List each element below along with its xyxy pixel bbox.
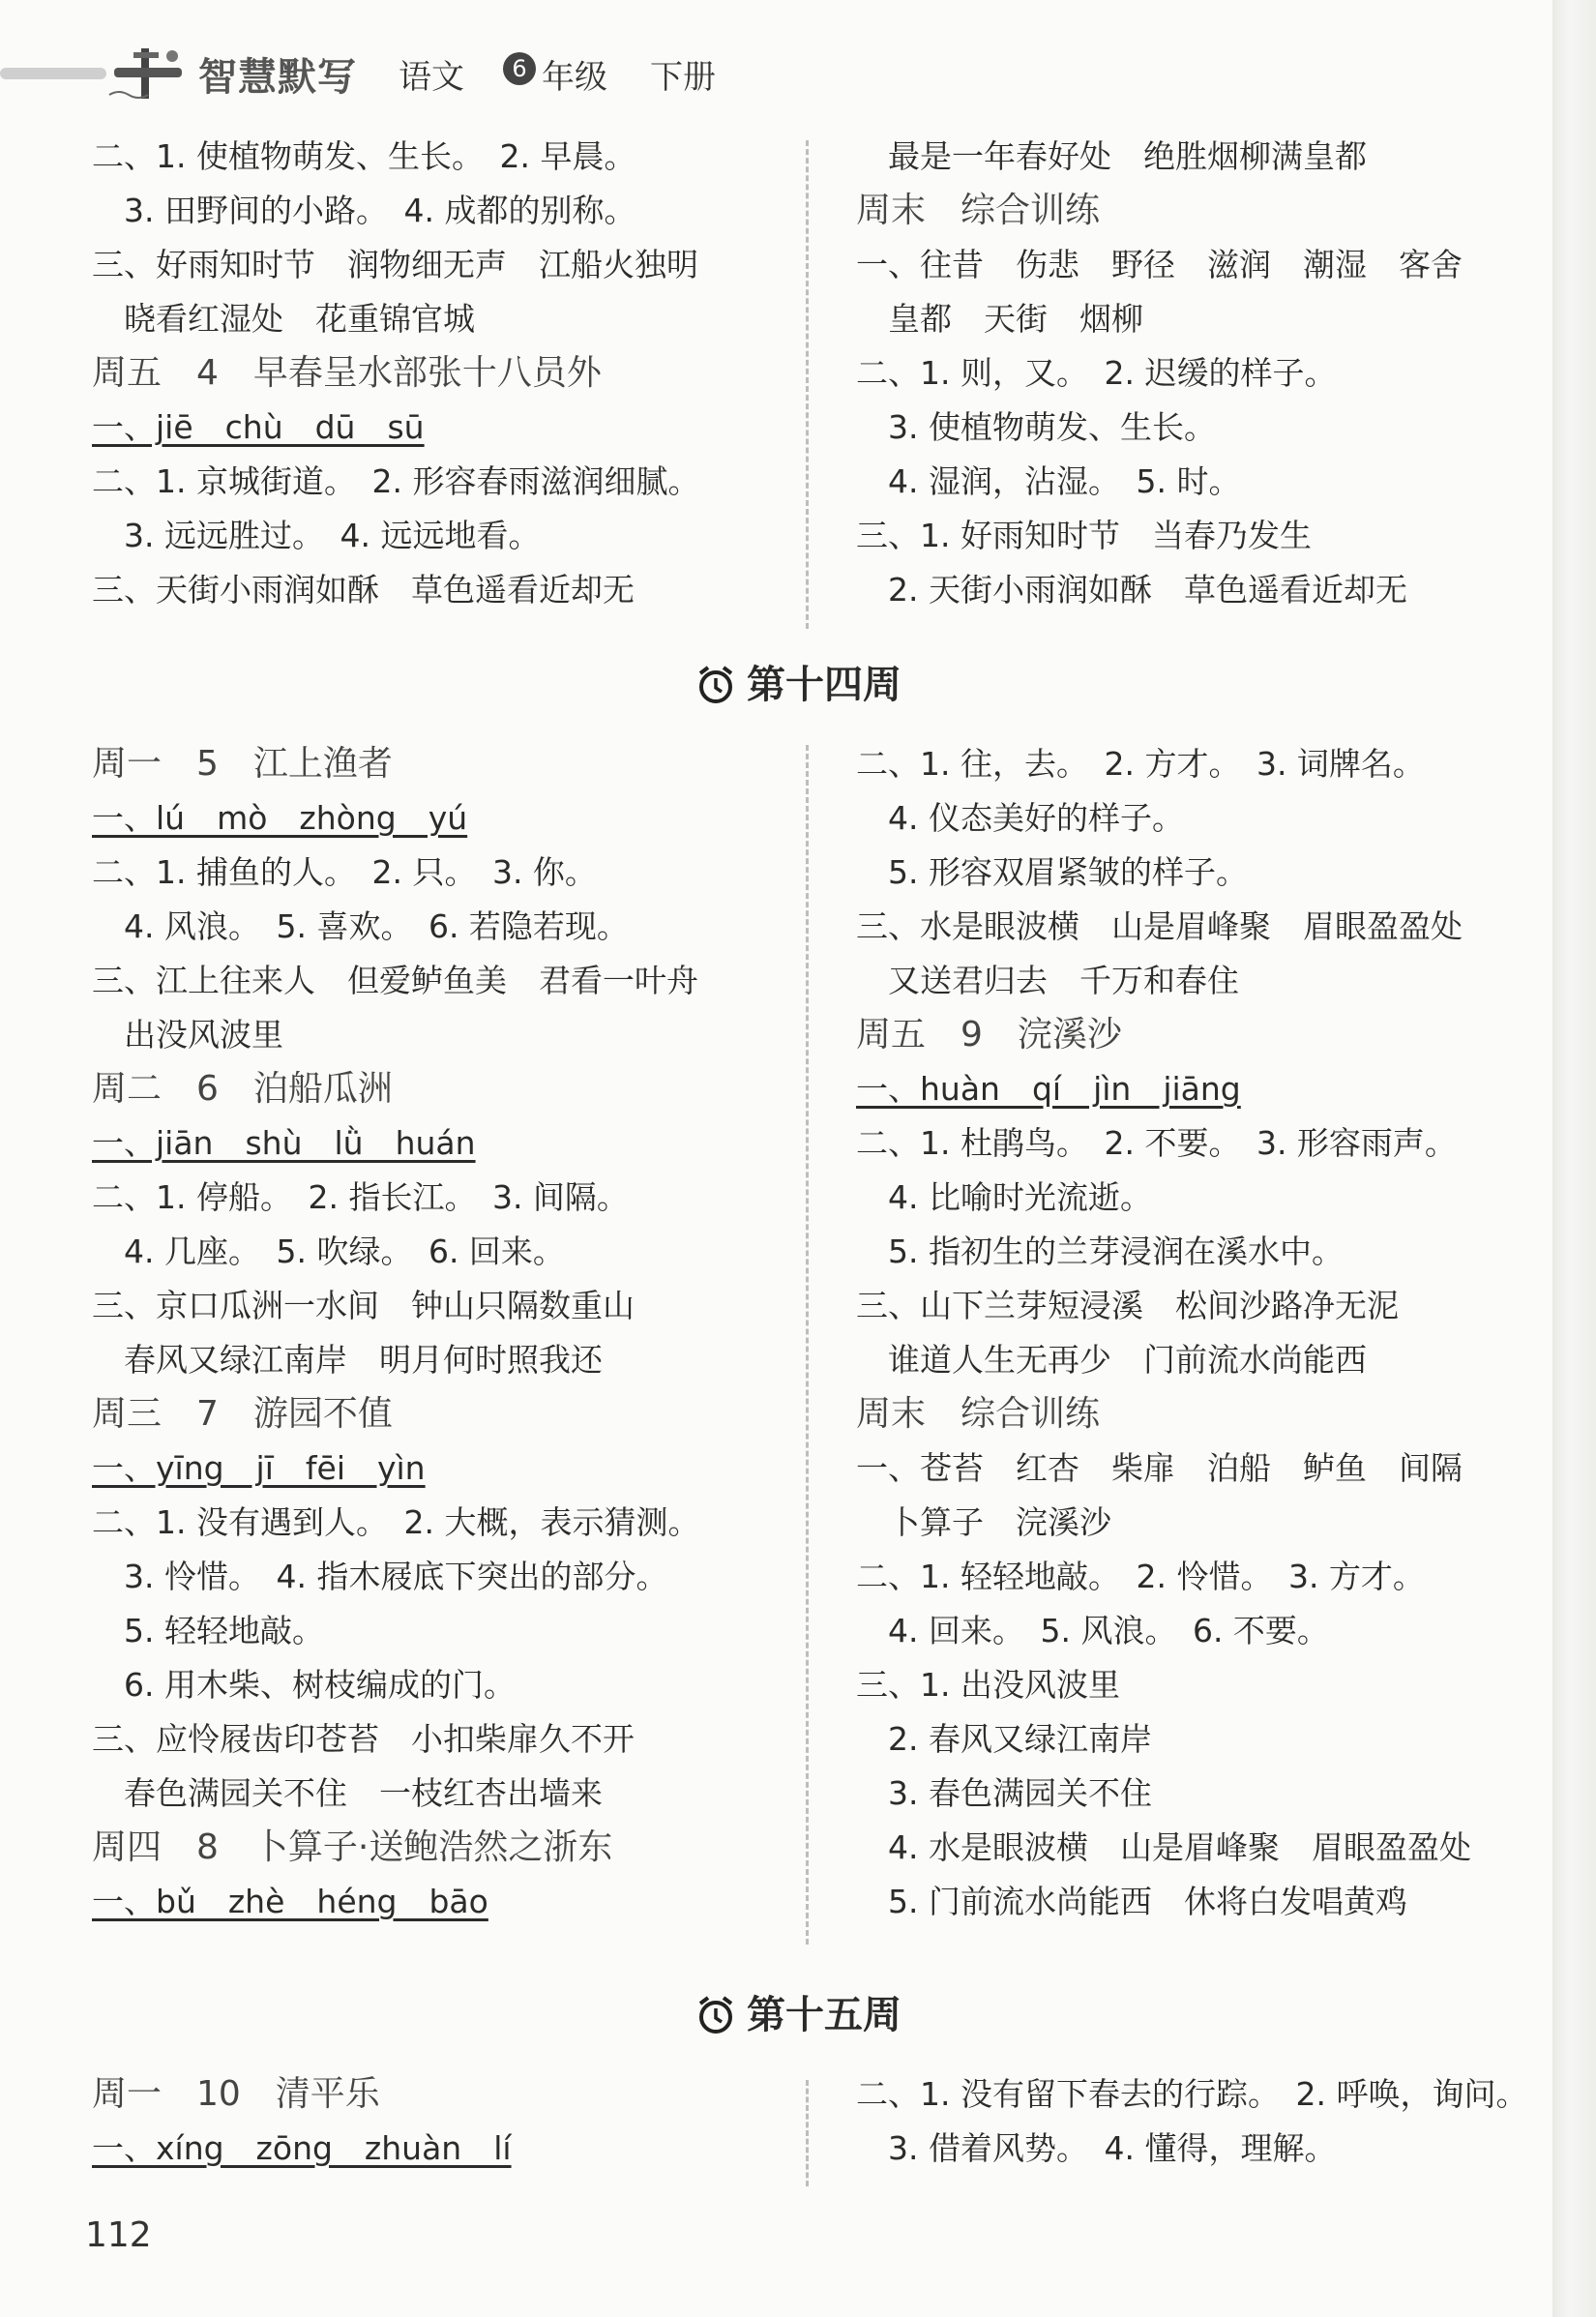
alarm-clock-icon — [695, 1994, 737, 2036]
lesson-heading: 周二 6 泊船瓜洲 — [92, 1069, 393, 1109]
pinyin-line: 一、bǔ zhè héng bāo — [92, 1883, 488, 1920]
pinyin-line: 一、lú mò zhòng yú — [92, 799, 468, 837]
answer-line: 3. 春色满园关不住 — [856, 1774, 1152, 1812]
answer-line: 4. 仪态美好的样子。 — [856, 799, 1184, 837]
answer-line: 4. 水是眼波横 山是眉峰聚 眉眼盈盈处 — [856, 1828, 1471, 1866]
airplane-icon — [104, 39, 192, 106]
answer-line: 5. 轻轻地敲。 — [92, 1612, 324, 1649]
answer-line: 春风又绿江南岸 明月何时照我还 — [92, 1341, 603, 1379]
answer-line: 4. 湿润，沾湿。 5. 时。 — [856, 462, 1241, 500]
lesson-heading: 周一 5 江上渔者 — [92, 744, 393, 784]
answer-line: 出没风波里 — [92, 1016, 283, 1054]
answer-line: 3. 借着风势。 4. 懂得，理解。 — [856, 2129, 1337, 2167]
lesson-heading: 周末 综合训练 — [856, 191, 1101, 230]
answer-line: 二、1. 轻轻地敲。 2. 怜惜。 3. 方才。 — [856, 1558, 1425, 1595]
page-edge — [1552, 0, 1596, 2317]
answer-line: 卜算子 浣溪沙 — [856, 1503, 1111, 1541]
lesson-heading: 周五 4 早春呈水部张十八员外 — [92, 353, 602, 393]
answer-line: 3. 使植物萌发、生长。 — [856, 408, 1216, 446]
column-divider-mid — [806, 745, 809, 1945]
answer-line: 二、1. 停船。 2. 指长江。 3. 间隔。 — [92, 1178, 629, 1216]
lesson-heading: 周五 9 浣溪沙 — [856, 1015, 1122, 1055]
answer-line: 2. 春风又绿江南岸 — [856, 1720, 1152, 1758]
answer-line: 3. 怜惜。 4. 指木屐底下突出的部分。 — [92, 1558, 668, 1595]
answer-line: 4. 回来。 5. 风浪。 6. 不要。 — [856, 1612, 1329, 1649]
answer-line: 谁道人生无再少 门前流水尚能西 — [856, 1341, 1367, 1379]
answer-line: 晓看红湿处 花重锦官城 — [92, 300, 475, 338]
pinyin-line: 一、huàn qí jìn jiāng — [856, 1070, 1241, 1108]
lesson-heading: 周一 10 清平乐 — [92, 2074, 380, 2114]
week-title — [0, 658, 1596, 712]
answer-line: 一、苍苔 红杏 柴扉 泊船 鲈鱼 间隔 — [856, 1449, 1463, 1487]
lesson-heading: 周末 综合训练 — [856, 1394, 1101, 1434]
answer-line: 5. 指初生的兰芽浸润在溪水中。 — [856, 1233, 1344, 1270]
answer-line: 5. 形容双眉紧皱的样子。 — [856, 853, 1248, 891]
answer-line: 二、1. 往，去。 2. 方才。 3. 词牌名。 — [856, 745, 1425, 783]
pinyin-line: 一、jiān shù lǜ huán — [92, 1124, 476, 1162]
column-divider-top — [806, 140, 809, 629]
week-title-text: 第十四周 — [747, 663, 901, 707]
pinyin-line: 一、jiē chù dū sū — [92, 408, 425, 446]
lesson-heading: 周四 8 卜算子·送鲍浩然之浙东 — [92, 1827, 613, 1867]
answer-line: 3. 远远胜过。 4. 远远地看。 — [92, 517, 541, 554]
column-divider-bottom — [806, 2080, 809, 2186]
answer-line: 皇都 天街 烟柳 — [856, 300, 1143, 338]
lesson-heading: 周三 7 游园不值 — [92, 1394, 393, 1434]
grade-number-badge: 6 — [503, 52, 536, 85]
answer-line: 二、1. 则，又。 2. 迟缓的样子。 — [856, 354, 1337, 392]
answer-line: 二、1. 没有遇到人。 2. 大概，表示猜测。 — [92, 1503, 700, 1541]
answer-line: 三、好雨知时节 润物细无声 江船火独明 — [92, 246, 698, 283]
answer-line: 又送君归去 千万和春住 — [856, 962, 1239, 999]
week-title — [0, 1988, 1596, 2042]
answer-line: 3. 田野间的小路。 4. 成都的别称。 — [92, 192, 636, 229]
answer-line: 三、1. 出没风波里 — [856, 1666, 1120, 1704]
answer-line: 三、1. 好雨知时节 当春乃发生 — [856, 517, 1312, 554]
answer-line: 4. 几座。 5. 吹绿。 6. 回来。 — [92, 1233, 565, 1270]
answer-line: 三、江上往来人 但爱鲈鱼美 君看一叶舟 — [92, 962, 698, 999]
answer-line: 二、1. 京城街道。 2. 形容春雨滋润细腻。 — [92, 462, 700, 500]
answer-line: 三、天街小雨润如酥 草色遥看近却无 — [92, 571, 635, 609]
answer-line: 三、京口瓜洲一水间 钟山只隔数重山 — [92, 1287, 635, 1324]
answer-line: 最是一年春好处 绝胜烟柳满皇都 — [856, 137, 1367, 175]
answer-line: 二、1. 使植物萌发、生长。 2. 早晨。 — [92, 137, 636, 175]
answer-line: 5. 门前流水尚能西 休将白发唱黄鸡 — [856, 1883, 1407, 1920]
subject-label: 语文 — [399, 58, 464, 97]
series-logo: 智慧默写 — [198, 55, 357, 100]
header-bar — [0, 68, 106, 79]
answer-line: 一、往昔 伤悲 野径 滋润 潮湿 客舍 — [856, 246, 1463, 283]
answer-line: 4. 比喻时光流逝。 — [856, 1178, 1152, 1216]
answer-line: 二、1. 没有留下春去的行踪。 2. 呼唤，询问。 — [856, 2075, 1528, 2113]
alarm-clock-icon — [695, 664, 737, 706]
volume-label: 下册 — [650, 58, 716, 97]
answer-line: 6. 用木柴、树枝编成的门。 — [92, 1666, 516, 1704]
answer-line: 春色满园关不住 一枝红杏出墙来 — [92, 1774, 603, 1812]
answer-line: 2. 天街小雨润如酥 草色遥看近却无 — [856, 571, 1407, 609]
grade-label: 年级 — [542, 58, 607, 97]
answer-line: 二、1. 捕鱼的人。 2. 只。 3. 你。 — [92, 853, 597, 891]
page-header — [0, 39, 871, 106]
week-title-text: 第十五周 — [747, 1993, 901, 2037]
pinyin-line: 一、yīng jī fēi yìn — [92, 1449, 426, 1487]
answer-line: 二、1. 杜鹃鸟。 2. 不要。 3. 形容雨声。 — [856, 1124, 1457, 1162]
page-number: 112 — [85, 2215, 152, 2255]
pinyin-line: 一、xíng zōng zhuàn lí — [92, 2129, 512, 2167]
answer-line: 4. 风浪。 5. 喜欢。 6. 若隐若现。 — [92, 907, 629, 945]
answer-line: 三、应怜屐齿印苍苔 小扣柴扉久不开 — [92, 1720, 635, 1758]
answer-line: 三、山下兰芽短浸溪 松间沙路净无泥 — [856, 1287, 1399, 1324]
answer-line: 三、水是眼波横 山是眉峰聚 眉眼盈盈处 — [856, 907, 1463, 945]
